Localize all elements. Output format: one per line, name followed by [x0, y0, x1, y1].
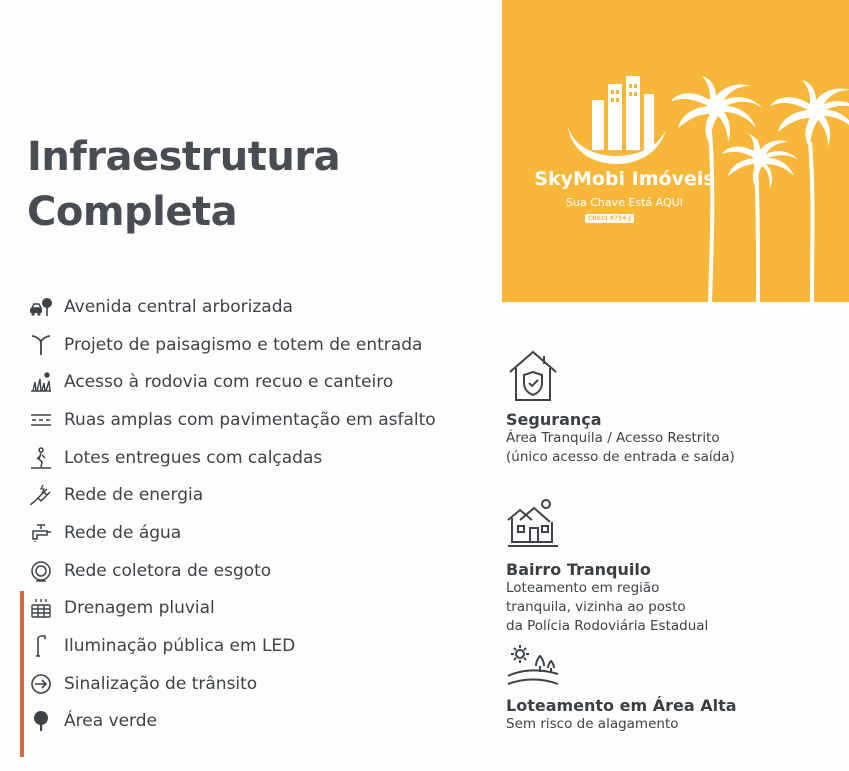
list-item-label: Rede de água: [64, 522, 182, 543]
building-logo-icon: [562, 72, 672, 167]
house-shield-icon: [506, 346, 560, 404]
list-item-label: Rede coletora de esgoto: [64, 560, 272, 581]
feature-line: da Polícia Rodoviária Estadual: [506, 618, 709, 634]
feature-line: Sem risco de alagamento: [506, 716, 679, 732]
sewer-icon: [24, 557, 58, 585]
page-title: [27, 130, 340, 240]
pedestrian-icon: [24, 444, 58, 472]
feature-line: tranquila, vizinha ao posto: [506, 599, 686, 615]
feature-high-area: [506, 644, 836, 734]
list-item-label: Projeto de paisagismo e totem de entrada: [64, 334, 423, 355]
palm-trees-icon: [672, 60, 849, 302]
list-item-label: Ruas amplas com pavimentação em asfalto: [64, 409, 436, 430]
list-item: [24, 439, 464, 477]
road-lines-icon: [24, 406, 58, 434]
feature-heading: Bairro Tranquilo: [506, 560, 651, 579]
neighborhood-icon: [506, 496, 560, 554]
electric-plug-icon: [24, 481, 58, 509]
list-item-label: Avenida central arborizada: [64, 296, 293, 317]
list-item: [24, 627, 464, 665]
feature-heading: Loteamento em Área Alta: [506, 696, 737, 715]
list-item-label: Rede de energia: [64, 485, 204, 506]
list-item-label: Acesso à rodovia com recuo e canteiro: [64, 372, 394, 393]
list-item: [24, 363, 464, 401]
list-item-label: Drenagem pluvial: [64, 598, 215, 619]
brand-panel: [502, 0, 849, 302]
hill-sun-icon: [506, 644, 560, 690]
list-item: [24, 590, 464, 628]
list-item: [24, 288, 464, 326]
street-lamp-icon: [24, 632, 58, 660]
infrastructure-list: [24, 288, 464, 740]
feature-line: Loteamento em região: [506, 580, 660, 596]
traffic-sign-icon: [24, 670, 58, 698]
list-item: [24, 401, 464, 439]
drainage-icon: [24, 594, 58, 622]
feature-neighborhood: [506, 496, 836, 636]
list-item: [24, 703, 464, 741]
list-item-label: Iluminação pública em LED: [64, 636, 296, 657]
brand-creci: CRECI 8754-J: [585, 214, 634, 223]
list-item-label: Lotes entregues com calçadas: [64, 447, 323, 468]
title-line-1: Infraestrutura: [27, 134, 341, 180]
list-item-label: Área verde: [64, 711, 157, 732]
tree-icon: [24, 707, 58, 735]
list-item: [24, 476, 464, 514]
feature-security: [506, 346, 836, 467]
grass-icon: [24, 368, 58, 396]
brand-tagline: Sua Chave Está AQUI: [566, 196, 683, 209]
car-tree-icon: [24, 293, 58, 321]
list-item: [24, 514, 464, 552]
title-line-2: Completa: [27, 189, 238, 235]
water-tap-icon: [24, 519, 58, 547]
brand-name: SkyMobi Imóveis: [534, 168, 715, 190]
list-item-label: Sinalização de trânsito: [64, 673, 258, 694]
feature-line: (único acesso de entrada e saída): [506, 449, 735, 465]
feature-line: Área Tranquila / Acesso Restrito: [506, 430, 720, 446]
list-item: [24, 552, 464, 590]
totem-icon: [24, 331, 58, 359]
list-item: [24, 665, 464, 703]
feature-heading: Segurança: [506, 410, 602, 429]
list-item: [24, 326, 464, 364]
